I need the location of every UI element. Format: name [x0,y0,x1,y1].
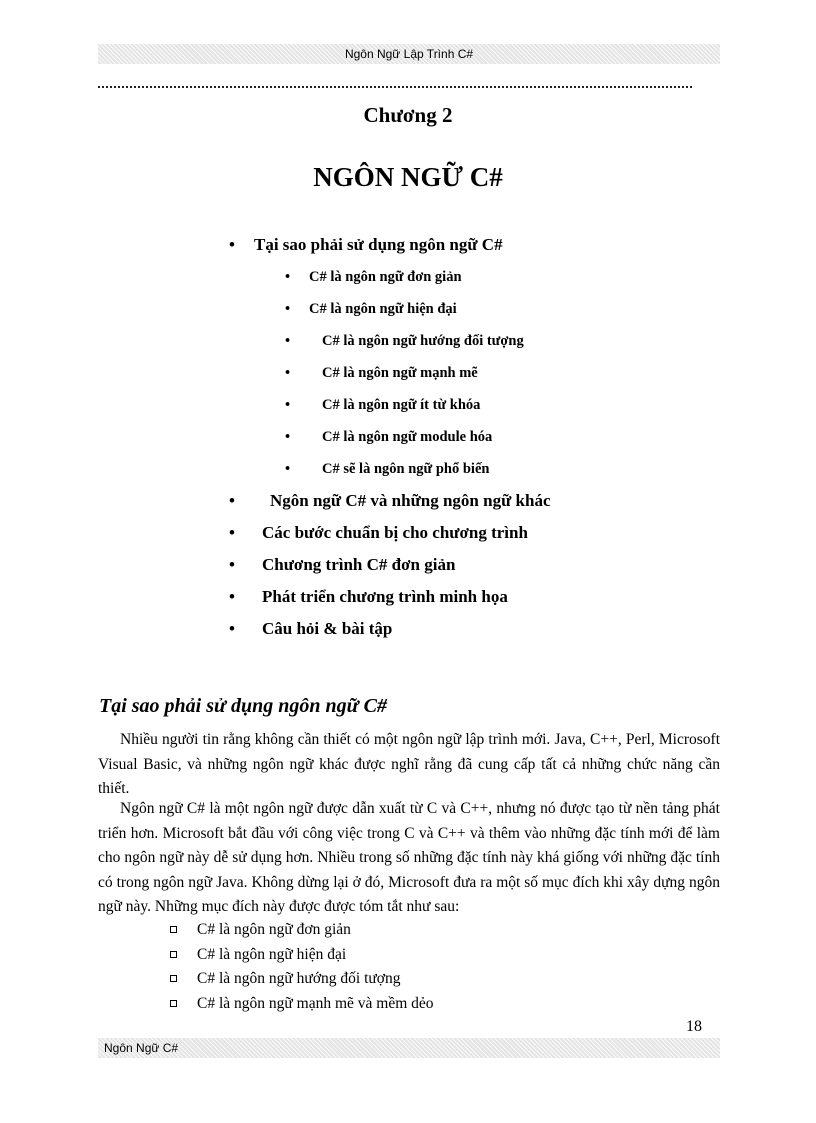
goal-item-label: C# là ngôn ngữ hiện đại [197,945,347,963]
paragraph: Nhiều người tin rằng không cần thiết có một ngôn ngữ lập trình mới. Java, C++, Perl, Microsoft Visual Basic, và những ngôn ngữ khác được nghĩ rằng đã cung cấp tất cả những chức năng cần thiết. [98,731,720,797]
bullet-icon: • [285,269,291,285]
checkbox-square-icon [170,951,177,958]
running-header-title: Ngôn Ngữ Lập Trình C# [344,47,474,61]
checkbox-square-icon [170,1000,177,1007]
running-footer [98,1038,720,1058]
toc-item-label: Tại sao phải sử dụng ngôn ngữ C# [254,235,503,254]
toc-item-label: Phát triển chương trình minh họa [262,587,508,606]
toc-item-label: C# sẽ là ngôn ngữ phổ biến [322,461,490,477]
toc-item-label: C# là ngôn ngữ mạnh mẽ [322,365,478,381]
goal-item-label: C# là ngôn ngữ hướng đối tượng [197,970,401,987]
bullet-icon: • [229,555,235,574]
checkbox-square-icon [170,975,177,982]
toc-item-label: C# là ngôn ngữ module hóa [322,429,493,445]
bullet-icon: • [285,301,291,317]
page-number: 18 [686,1018,702,1035]
bullet-icon: • [285,461,291,477]
toc-item-label: C# là ngôn ngữ hướng đối tượng [322,333,524,349]
toc-item-label: Ngôn ngữ C# và những ngôn ngữ khác [270,491,551,510]
bullet-icon: • [229,523,235,542]
bullet-icon: • [285,397,291,413]
toc-item-label: C# là ngôn ngữ đơn giản [309,269,462,285]
chapter-label: Chương 2 [363,103,453,127]
toc-item-label: C# là ngôn ngữ hiện đại [309,301,457,317]
bullet-icon: • [229,235,235,254]
toc-item-label: Các bước chuẩn bị cho chương trình [262,523,528,542]
paragraph: Ngôn ngữ C# là một ngôn ngữ được dẫn xuất từ C và C++, nhưng nó được tạo từ nền tảng phát triển hơn. Microsoft bắt đầu với công việc trong C và C++ và thêm vào những đặc tính mới để làm cho ngôn ngữ này dễ sử dụng hơn. Nhiều trong số những đặc tính này khá giống với những đặc tính có trong ngôn ngữ Java. Không dừng lại ở đó, Microsoft đưa ra một số mục đích khi xây dựng ngôn ngữ này. Những mục đích này được được tóm tắt như sau: [98,800,720,915]
toc-item-label: Câu hỏi & bài tập [262,619,393,638]
bullet-icon: • [285,365,291,381]
goal-item-label: C# là ngôn ngữ đơn giản [197,921,351,938]
checkbox-square-icon [170,926,177,933]
chapter-title: NGÔN NGỮ C# [313,162,503,192]
toc-item-label: Chương trình C# đơn giản [262,555,456,574]
section-heading: Tại sao phải sử dụng ngôn ngữ C# [99,695,387,717]
goal-item-label: C# là ngôn ngữ mạnh mẽ và mềm dẻo [197,994,434,1012]
bullet-icon: • [285,333,291,349]
bullet-icon: • [229,587,235,606]
bullet-icon: • [229,619,235,638]
running-footer-title: Ngôn Ngữ C# [104,1041,179,1055]
bullet-icon: • [229,491,235,510]
bullet-icon: • [285,429,291,445]
toc-item-label: C# là ngôn ngữ ít từ khóa [322,397,481,413]
